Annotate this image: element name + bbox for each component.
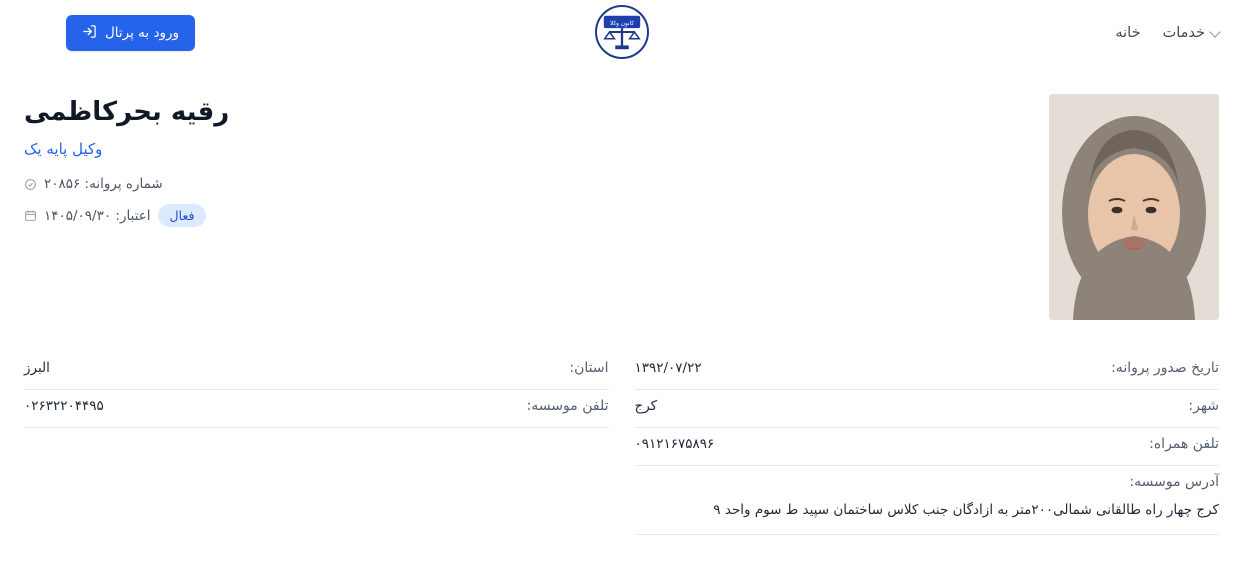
field-value: ۰۹۱۲۱۶۷۵۸۹۶ — [634, 436, 715, 452]
login-icon — [82, 24, 97, 43]
nav-item-services[interactable] — [1163, 25, 1219, 41]
field-city — [635, 390, 1220, 428]
validity-text: اعتبار: ۱۴۰۵/۰۹/۳۰ — [44, 207, 151, 224]
logo-circle — [595, 5, 649, 59]
calendar-icon — [24, 209, 37, 222]
site-logo[interactable] — [594, 4, 650, 60]
field-label: تلفن موسسه: — [526, 398, 609, 414]
scales-of-justice-icon — [599, 9, 645, 55]
field-value: کرج — [634, 398, 658, 414]
portal-login-label: ورود به پرتال — [105, 25, 180, 41]
chevron-down-icon — [1209, 26, 1220, 37]
field-office-address — [635, 466, 1220, 535]
profile-header-row — [24, 66, 1219, 320]
svg-text:کانون وکلا: کانون وکلا — [609, 20, 634, 27]
page-title: رقیه بحرکاظمی — [24, 97, 230, 127]
profile-page — [0, 66, 1243, 535]
profile-photo-illustration — [1049, 94, 1219, 320]
main-navigation — [1115, 0, 1219, 66]
details-column-left — [24, 352, 609, 535]
license-number-row — [24, 176, 1019, 192]
avatar — [1049, 94, 1219, 320]
field-value: کرج چهار راه طالقانی شمالی۲۰۰متر به ازادگان جنب کلاس ساختمان سپید ط سوم واحد ۹ — [713, 502, 1219, 518]
license-number-text: شماره پروانه: ۲۰۸۵۶ — [44, 176, 163, 193]
field-label: آدرس موسسه: — [1129, 474, 1219, 490]
details-column-right — [635, 352, 1220, 535]
nav-item-home[interactable]: خانه — [1115, 25, 1141, 41]
validity-row — [24, 204, 1019, 227]
field-label: شهر: — [1188, 398, 1219, 414]
field-value: ۱۳۹۲/۰۷/۲۲ — [634, 360, 702, 376]
field-mobile-phone — [635, 428, 1220, 466]
badge-check-icon — [24, 178, 37, 191]
status-badge: فعال — [158, 204, 207, 227]
field-label: استان: — [569, 360, 609, 376]
profile-info — [24, 94, 1049, 227]
profile-role: وکیل پایه یک — [24, 140, 103, 159]
field-province — [24, 352, 609, 390]
field-placeholder-2 — [24, 466, 609, 504]
site-header — [0, 0, 1243, 66]
field-label: تلفن همراه: — [1149, 436, 1219, 452]
field-value: ۰۲۶۳۲۲۰۴۴۹۵ — [24, 398, 104, 414]
field-label: تاریخ صدور پروانه: — [1111, 360, 1219, 376]
field-value: البرز — [24, 360, 50, 376]
field-license-issue-date — [635, 352, 1220, 390]
field-office-phone — [24, 390, 609, 428]
nav-item-services-label: خدمات — [1162, 25, 1205, 41]
portal-login-button[interactable] — [66, 15, 195, 51]
details-grid — [24, 352, 1219, 535]
field-placeholder-1 — [24, 428, 609, 466]
